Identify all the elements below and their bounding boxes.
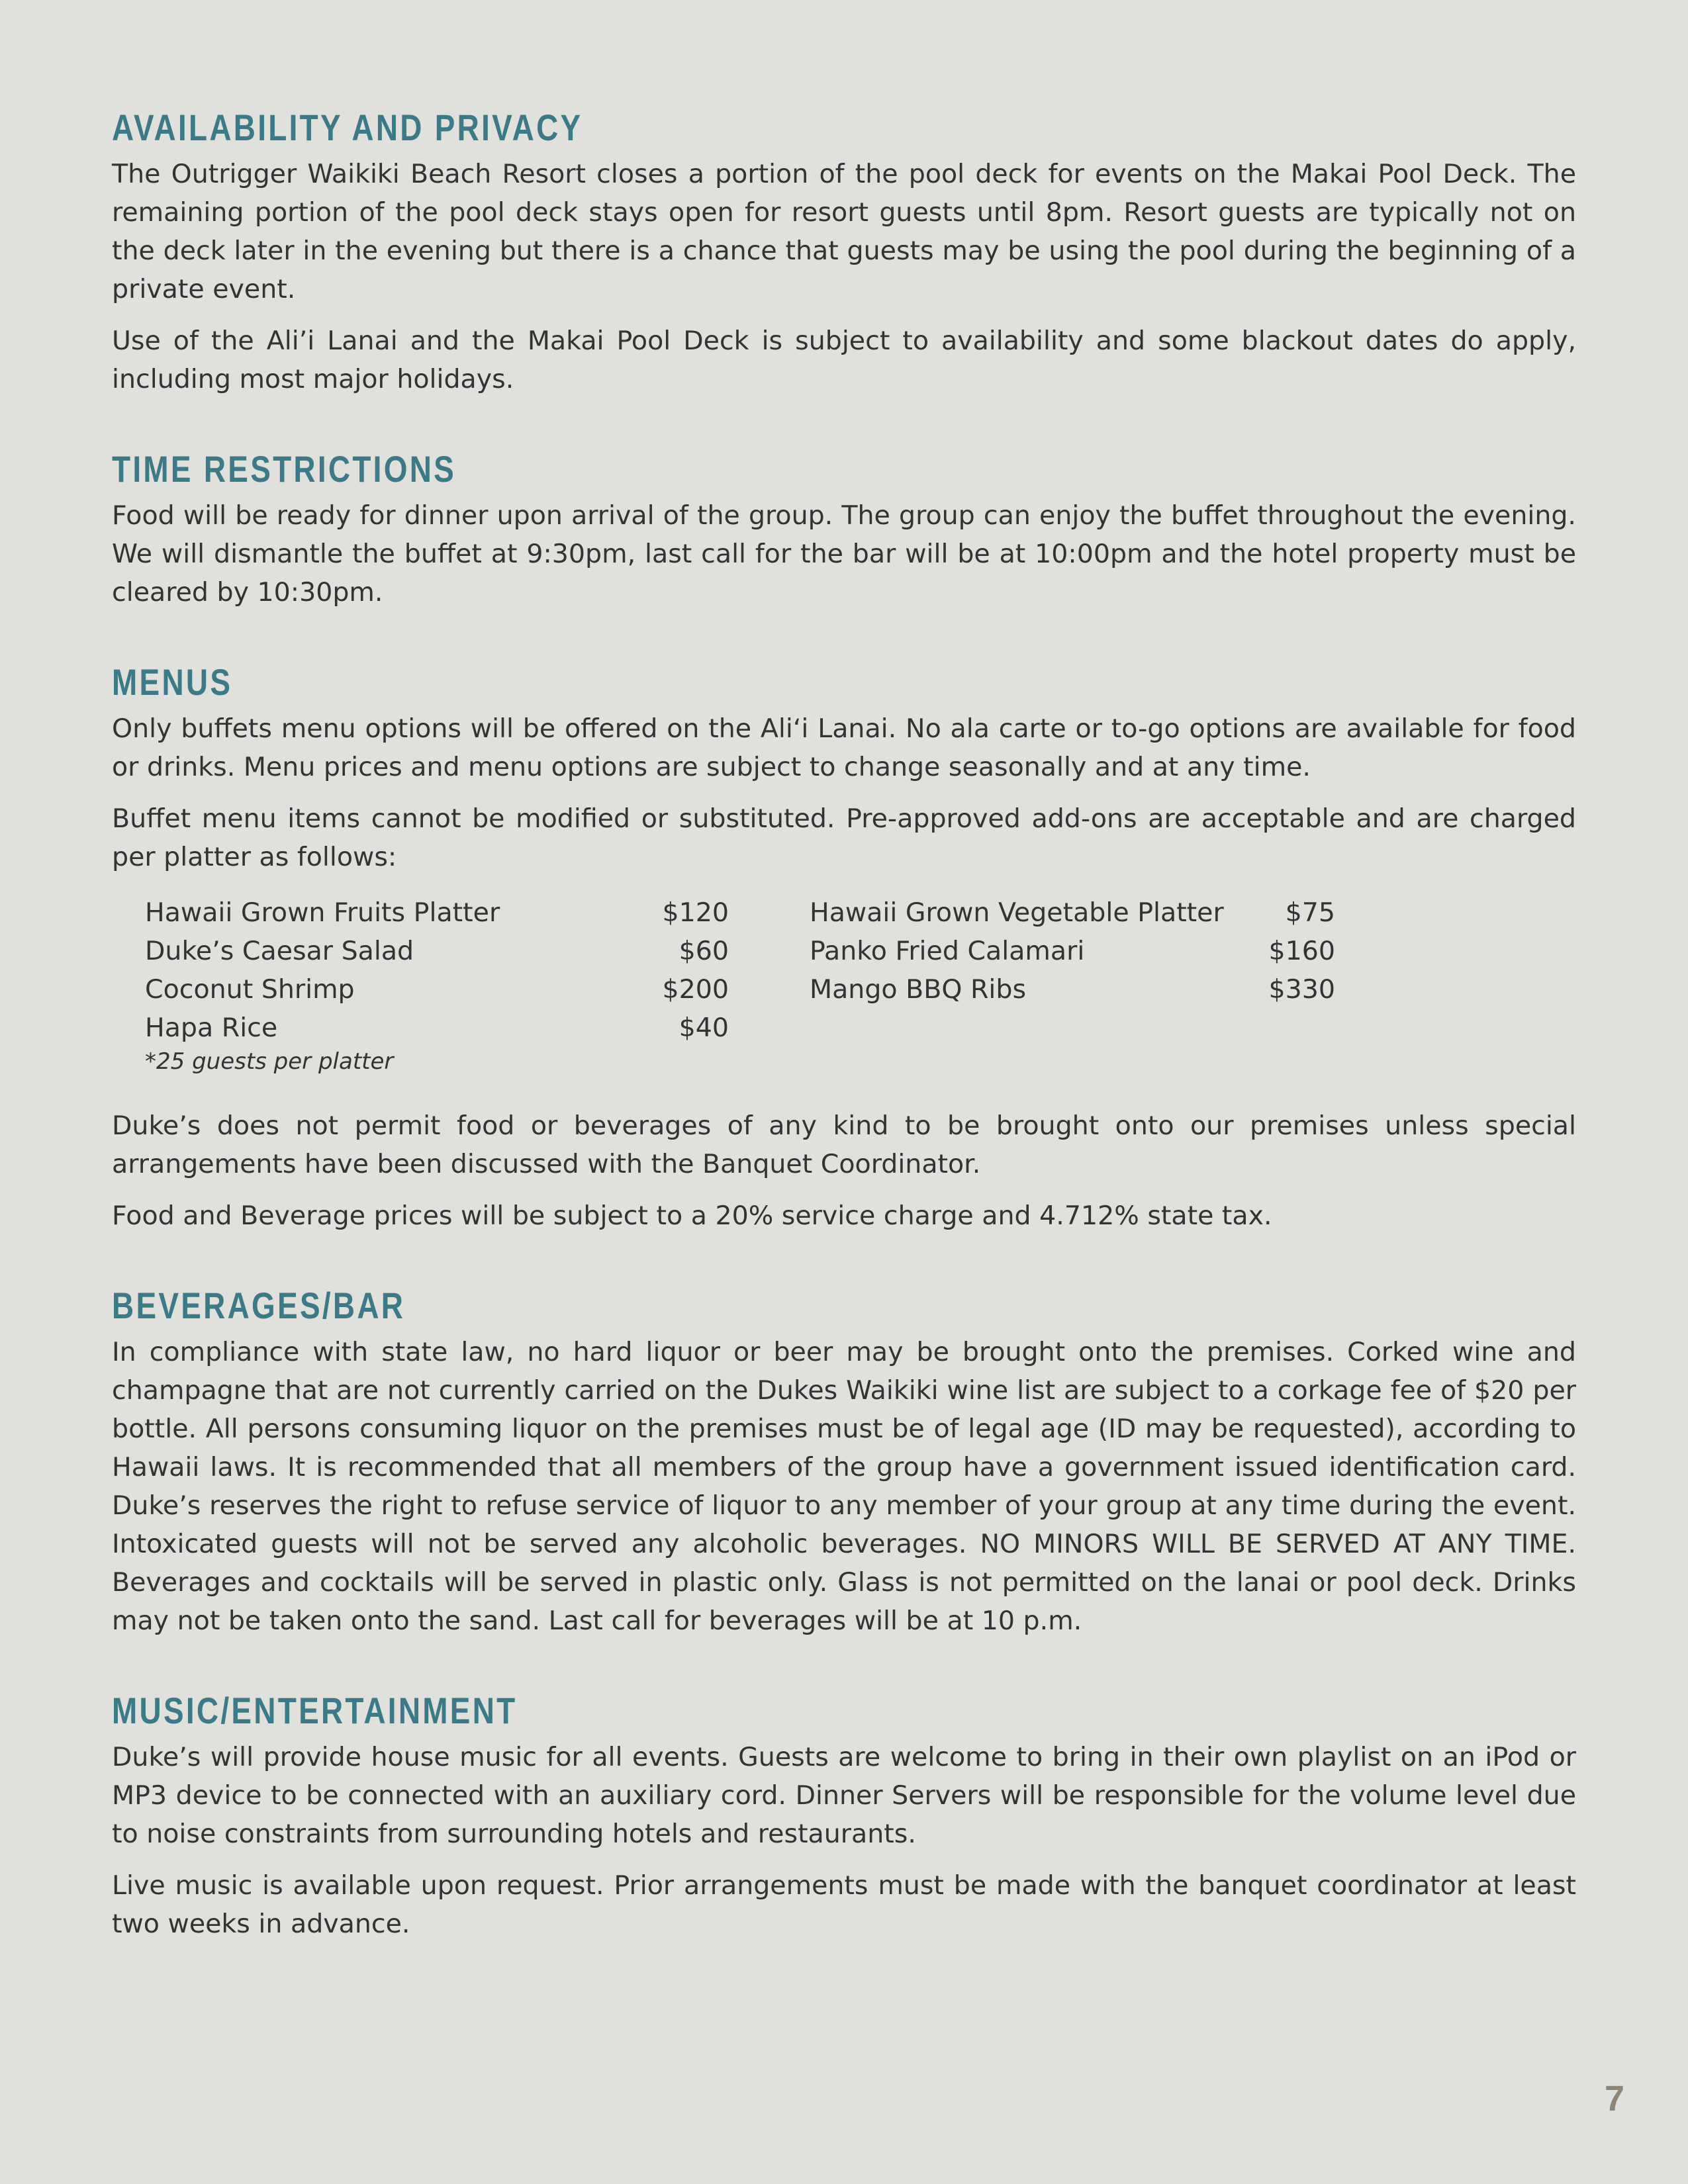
- paragraph: Only buffets menu options will be offered on the Ali‘i Lanai. No ala carte or to-go options are available for food or drinks. Menu prices and menu options are subject to change seasonally and at any time.: [112, 713, 1576, 782]
- section-time-restrictions: [112, 446, 1576, 612]
- paragraph: Live music is available upon request. Prior arrangements must be made with the banquet coordinator at least two weeks in advance.: [112, 1870, 1576, 1939]
- price-row: [810, 970, 1335, 1009]
- price-row: [145, 970, 729, 1009]
- paragraph: The Outrigger Waikiki Beach Resort closes a portion of the pool deck for events on the Makai Pool Deck. The remaining portion of the pool deck stays open for resort guests until 8pm. Resort guests are typically not on the deck later in the evening but there is a chance that guests may be using the pool during the beginning of a private event.: [112, 159, 1576, 304]
- item-name: Hapa Rice: [145, 1013, 278, 1043]
- paragraph: Buffet menu items cannot be modified or substituted. Pre-approved add-ons are acceptable and are charged per platter as follows:: [112, 803, 1576, 872]
- paragraph: Food will be ready for dinner upon arrival of the group. The group can enjoy the buffet throughout the evening. We will dismantle the buffet at 9:30pm, last call for the bar will be at 10:00pm and the hotel property must be cleared by 10:30pm.: [112, 500, 1576, 608]
- item-price: $60: [679, 936, 729, 966]
- item-name: Hawaii Grown Fruits Platter: [145, 897, 500, 928]
- item-price: $120: [662, 897, 729, 928]
- addons-column-right: [810, 893, 1335, 1009]
- section-beverages-bar: [112, 1283, 1576, 1640]
- document-page: [112, 105, 1576, 1956]
- price-row: [810, 932, 1335, 970]
- price-row: [810, 893, 1335, 932]
- item-price: $330: [1268, 974, 1335, 1005]
- paragraph: Duke’s does not permit food or beverages of any kind to be brought onto our premises unless special arrangements have been discussed with the Banquet Coordinator.: [112, 1111, 1576, 1179]
- section-heading: MUSIC/ENTERTAINMENT: [112, 1690, 518, 1731]
- item-price: $160: [1268, 936, 1335, 966]
- item-price: $40: [679, 1013, 729, 1043]
- page-number: 7: [1604, 2079, 1624, 2118]
- section-menus: [112, 659, 1576, 1235]
- paragraph: Food and Beverage prices will be subject to a 20% service charge and 4.712% state tax.: [112, 1201, 1272, 1231]
- addons-column-left: [145, 893, 729, 1047]
- item-name: Hawaii Grown Vegetable Platter: [810, 897, 1224, 928]
- item-price: $200: [662, 974, 729, 1005]
- item-name: Coconut Shrimp: [145, 974, 355, 1005]
- addons-price-list: [112, 893, 1576, 1076]
- item-name: Panko Fried Calamari: [810, 936, 1085, 966]
- section-heading: BEVERAGES/BAR: [112, 1285, 406, 1326]
- paragraph: Duke’s will provide house music for all events. Guests are welcome to bring in their own playlist on an iPod or MP3 device to be connected with an auxiliary cord. Dinner Servers will be responsible for the volume level due to noise constraints from surrounding hotels and restaurants.: [112, 1742, 1576, 1849]
- paragraph: In compliance with state law, no hard liquor or beer may be brought onto the premises. Corked wine and champagne that are not currently carried on the Dukes Waikiki wine list are subject to a corkage fee of $20 per bottle. All persons consuming liquor on the premises must be of legal age (ID may be requested), according to Hawaii laws. It is recommended that all members of the group have a government issued identification card. Duke’s reserves the right to refuse service of liquor to any member of your group at any time during the event. Intoxicated guests will not be served any alcoholic beverages. NO MINORS WILL BE SERVED AT ANY TIME. Beverages and cocktails will be served in plastic only. Glass is not permitted on the lanai or pool deck. Drinks may not be taken onto the sand. Last call for beverages will be at 10 p.m.: [112, 1337, 1576, 1636]
- item-name: Mango BBQ Ribs: [810, 974, 1027, 1005]
- section-music-entertainment: [112, 1688, 1576, 1943]
- item-price: $75: [1285, 897, 1335, 928]
- section-heading: AVAILABILITY AND PRIVACY: [112, 107, 583, 148]
- paragraph: Use of the Ali’i Lanai and the Makai Pool Deck is subject to availability and some blackout dates do apply, including most major holidays.: [112, 326, 1576, 394]
- price-row: [145, 1009, 729, 1047]
- section-heading: MENUS: [112, 661, 233, 703]
- section-availability: [112, 105, 1576, 398]
- item-name: Duke’s Caesar Salad: [145, 936, 414, 966]
- platter-note: *25 guests per platter: [145, 1048, 394, 1075]
- section-heading: TIME RESTRICTIONS: [112, 448, 457, 490]
- price-row: [145, 932, 729, 970]
- price-row: [145, 893, 729, 932]
